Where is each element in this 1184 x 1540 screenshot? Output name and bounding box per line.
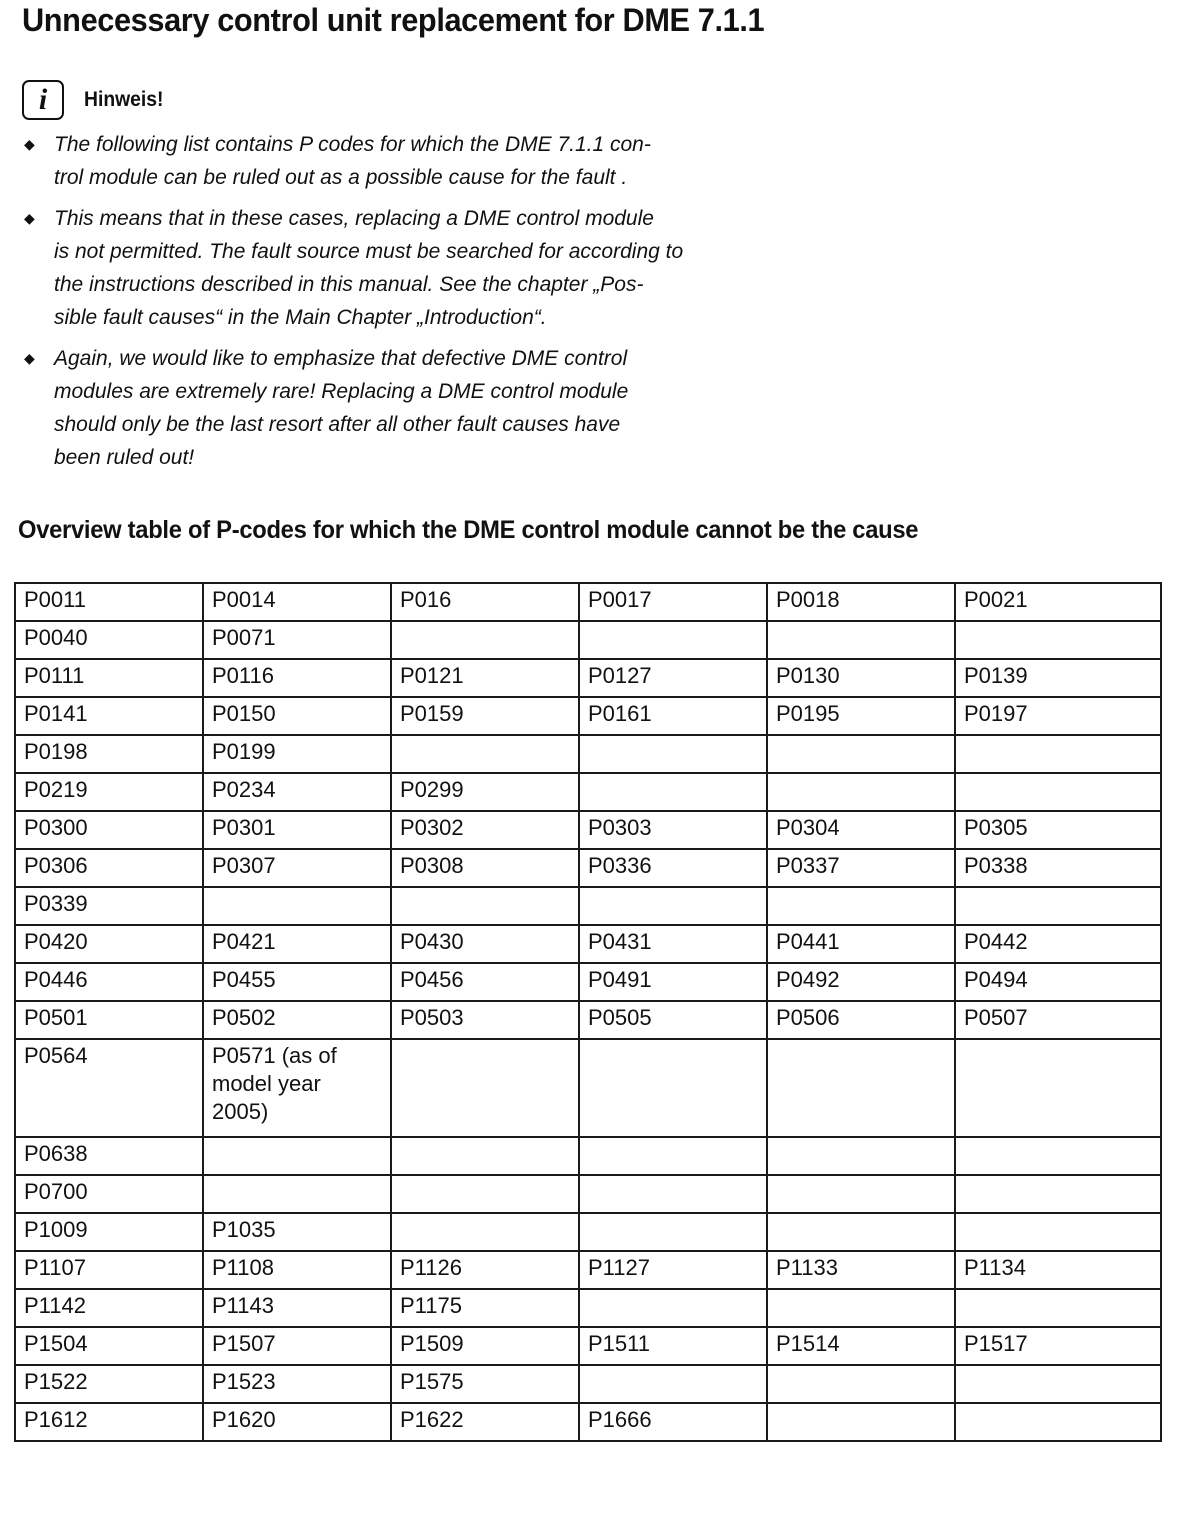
table-cell — [767, 1365, 955, 1403]
table-cell — [955, 1175, 1161, 1213]
table-row — [15, 1251, 1161, 1289]
bullet-text-line: trol module can be ruled out as a possible cause for the fault . — [54, 166, 628, 189]
table-cell: P0234 — [203, 773, 391, 811]
table-cell: P0564 — [15, 1039, 203, 1137]
bullet-text-line: is not permitted. The fault source must be searched for according to — [54, 240, 684, 263]
table-cell: P1126 — [391, 1251, 579, 1289]
table-cell: P0494 — [955, 963, 1161, 1001]
table-cell — [955, 1137, 1161, 1175]
table-cell: P1522 — [15, 1365, 203, 1403]
table-cell — [579, 1365, 767, 1403]
table-cell — [955, 1039, 1161, 1137]
table-cell: P1514 — [767, 1327, 955, 1365]
table-cell: P0501 — [15, 1001, 203, 1039]
table-row — [15, 925, 1161, 963]
note-bullet-list — [22, 128, 762, 482]
table-cell: P0506 — [767, 1001, 955, 1039]
table-cell: P1107 — [15, 1251, 203, 1289]
table-cell — [767, 773, 955, 811]
table-cell: P0430 — [391, 925, 579, 963]
table-cell: P1666 — [579, 1403, 767, 1441]
table-cell — [955, 1289, 1161, 1327]
table-row — [15, 1137, 1161, 1175]
bullet-text-line: the instructions described in this manual. See the chapter „Pos- — [54, 273, 644, 296]
table-cell: P0491 — [579, 963, 767, 1001]
table-cell — [203, 1175, 391, 1213]
bullet-text-line: Again, we would like to emphasize that defective DME control — [54, 347, 628, 370]
table-cell: P1511 — [579, 1327, 767, 1365]
table-cell: P1507 — [203, 1327, 391, 1365]
table-cell: P1509 — [391, 1327, 579, 1365]
bullet-text-line: sible fault causes“ in the Main Chapter „Introduction“. — [54, 306, 547, 329]
note-label: Hinweis! — [84, 88, 164, 111]
bullet-diamond-icon: ◆ — [24, 210, 35, 226]
table-cell: P0219 — [15, 773, 203, 811]
table-cell: P0307 — [203, 849, 391, 887]
table-cell: P0071 — [203, 621, 391, 659]
table-cell — [579, 1039, 767, 1137]
table-cell: P0339 — [15, 887, 203, 925]
table-title: Overview table of P-codes for which the DME control module cannot be the cause — [18, 516, 919, 544]
table-cell: P0150 — [203, 697, 391, 735]
table-cell — [955, 735, 1161, 773]
table-cell — [391, 1137, 579, 1175]
table-cell: P0301 — [203, 811, 391, 849]
p-code-table — [14, 582, 1162, 1442]
table-row — [15, 621, 1161, 659]
bullet-text-line: been ruled out! — [54, 446, 195, 469]
table-cell: P1108 — [203, 1251, 391, 1289]
table-cell: P0161 — [579, 697, 767, 735]
table-cell: P0116 — [203, 659, 391, 697]
table-row — [15, 1175, 1161, 1213]
page-title: Unnecessary control unit replacement for DME 7.1.1 — [22, 2, 765, 38]
table-cell — [579, 1137, 767, 1175]
table-cell: P0300 — [15, 811, 203, 849]
table-cell — [579, 735, 767, 773]
table-cell: P0638 — [15, 1137, 203, 1175]
table-cell: P0040 — [15, 621, 203, 659]
table-row — [15, 1039, 1161, 1137]
table-cell: P0139 — [955, 659, 1161, 697]
table-cell: P0011 — [15, 583, 203, 621]
table-cell: P1504 — [15, 1327, 203, 1365]
table-cell — [203, 887, 391, 925]
table-cell: P0197 — [955, 697, 1161, 735]
note-header — [22, 78, 170, 122]
table-cell: P0502 — [203, 1001, 391, 1039]
bullet-text-line: The following list contains P codes for which the DME 7.1.1 con- — [54, 133, 651, 156]
table-row — [15, 887, 1161, 925]
table-cell: P0199 — [203, 735, 391, 773]
table-cell: P1620 — [203, 1403, 391, 1441]
table-cell: P0442 — [955, 925, 1161, 963]
info-icon: i — [22, 80, 64, 120]
table-cell: P0308 — [391, 849, 579, 887]
table-cell: P0305 — [955, 811, 1161, 849]
table-cell: P1143 — [203, 1289, 391, 1327]
table-cell: P0195 — [767, 697, 955, 735]
table-row — [15, 1403, 1161, 1441]
table-row — [15, 697, 1161, 735]
table-cell: P0446 — [15, 963, 203, 1001]
table-row — [15, 1365, 1161, 1403]
table-row — [15, 963, 1161, 1001]
table-row — [15, 1213, 1161, 1251]
table-cell: P0456 — [391, 963, 579, 1001]
table-cell: P0455 — [203, 963, 391, 1001]
table-cell — [767, 735, 955, 773]
table-cell — [579, 621, 767, 659]
bullet-text-line: This means that in these cases, replacing a DME control module — [54, 207, 654, 230]
table-cell: P0441 — [767, 925, 955, 963]
table-cell: P1142 — [15, 1289, 203, 1327]
table-cell: P0337 — [767, 849, 955, 887]
table-cell: P016 — [391, 583, 579, 621]
note-bullet — [22, 128, 762, 194]
table-cell: P0304 — [767, 811, 955, 849]
table-row — [15, 1001, 1161, 1039]
table-cell: P0159 — [391, 697, 579, 735]
bullet-diamond-icon: ◆ — [24, 136, 35, 152]
table-cell: P1127 — [579, 1251, 767, 1289]
table-cell — [767, 1289, 955, 1327]
table-cell — [955, 1213, 1161, 1251]
table-cell: P0121 — [391, 659, 579, 697]
table-cell: P0198 — [15, 735, 203, 773]
table-row — [15, 773, 1161, 811]
table-cell: P1035 — [203, 1213, 391, 1251]
table-cell: P0507 — [955, 1001, 1161, 1039]
table-cell: P0017 — [579, 583, 767, 621]
table-cell — [955, 887, 1161, 925]
table-cell: P0571 (as of model year 2005) — [203, 1039, 391, 1137]
table-cell: P0420 — [15, 925, 203, 963]
table-cell: P1622 — [391, 1403, 579, 1441]
table-cell: P0111 — [15, 659, 203, 697]
table-cell: P0336 — [579, 849, 767, 887]
table-row — [15, 659, 1161, 697]
table-cell: P1009 — [15, 1213, 203, 1251]
table-cell — [767, 1213, 955, 1251]
table-cell: P0302 — [391, 811, 579, 849]
table-cell: P0492 — [767, 963, 955, 1001]
table-cell — [579, 1213, 767, 1251]
table-cell — [955, 1365, 1161, 1403]
table-cell — [767, 621, 955, 659]
table-row — [15, 1327, 1161, 1365]
table-cell: P1134 — [955, 1251, 1161, 1289]
table-cell — [955, 773, 1161, 811]
table-cell — [767, 1403, 955, 1441]
table-row — [15, 811, 1161, 849]
table-cell: P0299 — [391, 773, 579, 811]
table-cell — [391, 735, 579, 773]
table-cell: P1517 — [955, 1327, 1161, 1365]
table-cell — [767, 1137, 955, 1175]
table-row — [15, 849, 1161, 887]
table-cell — [391, 1175, 579, 1213]
table-cell: P0421 — [203, 925, 391, 963]
table-cell: P0338 — [955, 849, 1161, 887]
table-cell — [579, 773, 767, 811]
table-cell: P1575 — [391, 1365, 579, 1403]
table-cell: P0127 — [579, 659, 767, 697]
table-cell — [955, 621, 1161, 659]
table-cell: P0018 — [767, 583, 955, 621]
table-cell — [955, 1403, 1161, 1441]
table-cell: P0503 — [391, 1001, 579, 1039]
table-cell: P0700 — [15, 1175, 203, 1213]
bullet-text-line: should only be the last resort after all other fault causes have — [54, 413, 621, 436]
table-cell: P0505 — [579, 1001, 767, 1039]
table-cell: P0431 — [579, 925, 767, 963]
table-row — [15, 583, 1161, 621]
table-cell: P1175 — [391, 1289, 579, 1327]
table-cell: P0303 — [579, 811, 767, 849]
note-bullet — [22, 342, 762, 474]
table-cell — [579, 1289, 767, 1327]
table-cell: P0306 — [15, 849, 203, 887]
table-cell — [391, 621, 579, 659]
table-cell — [579, 887, 767, 925]
note-bullet — [22, 202, 762, 334]
table-cell: P1612 — [15, 1403, 203, 1441]
table-cell: P0141 — [15, 697, 203, 735]
table-cell — [767, 887, 955, 925]
table-cell — [767, 1175, 955, 1213]
table-cell: P0021 — [955, 583, 1161, 621]
table-cell: P1523 — [203, 1365, 391, 1403]
table-cell: P1133 — [767, 1251, 955, 1289]
table-row — [15, 735, 1161, 773]
table-cell — [391, 1213, 579, 1251]
bullet-diamond-icon: ◆ — [24, 350, 35, 366]
table-cell: P0014 — [203, 583, 391, 621]
table-cell — [203, 1137, 391, 1175]
table-cell — [391, 1039, 579, 1137]
table-cell — [767, 1039, 955, 1137]
table-cell — [579, 1175, 767, 1213]
table-cell: P0130 — [767, 659, 955, 697]
table-row — [15, 1289, 1161, 1327]
bullet-text-line: modules are extremely rare! Replacing a DME control module — [54, 380, 629, 403]
table-cell — [391, 887, 579, 925]
